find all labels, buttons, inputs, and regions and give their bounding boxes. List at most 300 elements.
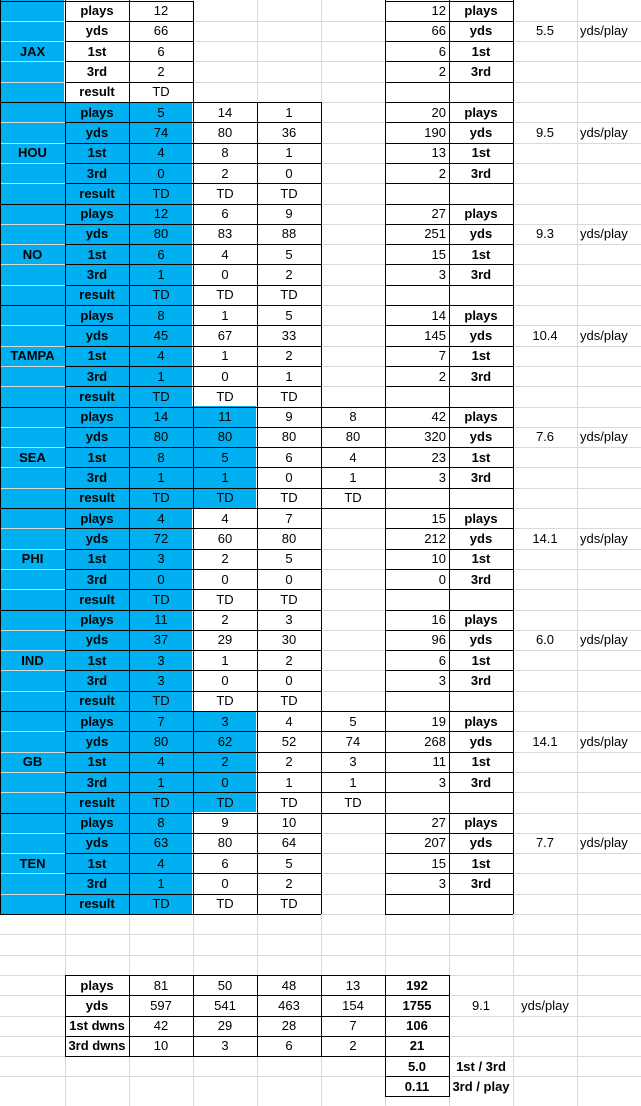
drive-value[interactable]: 4 [285, 713, 293, 729]
summary-total[interactable]: 192 [406, 977, 428, 993]
drive-value[interactable]: 3 [157, 673, 165, 689]
total-value[interactable]: 268 [424, 733, 446, 749]
stat-label[interactable]: 3rd [86, 470, 108, 486]
drive-value[interactable]: TD [216, 388, 234, 404]
total-label[interactable]: plays [464, 815, 498, 831]
drive-value[interactable]: 80 [345, 429, 361, 445]
stat-label[interactable]: 1st [87, 348, 107, 364]
drive-value[interactable]: 64 [281, 835, 297, 851]
stat-label[interactable]: 1st [87, 652, 107, 668]
drive-value[interactable]: 2 [157, 64, 165, 80]
drive-value[interactable]: TD [152, 896, 170, 912]
drive-value[interactable]: 6 [221, 206, 229, 222]
drive-value[interactable]: 1 [221, 307, 229, 323]
total-value[interactable]: 212 [424, 530, 446, 546]
drive-value[interactable]: 3 [157, 652, 165, 668]
total-label[interactable]: 1st [471, 652, 491, 668]
summary-value[interactable]: 13 [345, 977, 361, 993]
total-value[interactable]: 42 [431, 409, 446, 425]
summary-value[interactable]: 7 [349, 1018, 357, 1034]
stat-label[interactable]: 3rd [86, 64, 108, 80]
total-label[interactable]: 1st [471, 449, 491, 465]
drive-value[interactable]: 5 [349, 713, 357, 729]
drive-value[interactable]: 2 [285, 876, 293, 892]
stat-label[interactable]: result [79, 591, 115, 607]
total-value[interactable]: 3 [438, 470, 446, 486]
summary-ypp-unit[interactable]: yds/play [521, 997, 569, 1013]
drive-value[interactable]: 63 [153, 835, 169, 851]
summary-total[interactable]: 106 [406, 1018, 428, 1034]
drive-value[interactable]: 4 [157, 348, 165, 364]
stat-label[interactable]: yds [85, 124, 109, 140]
total-value[interactable]: 10 [431, 551, 446, 567]
drive-value[interactable]: TD [280, 896, 298, 912]
drive-value[interactable]: 0 [285, 165, 293, 181]
ratio-label[interactable]: 1st / 3rd [456, 1058, 506, 1074]
drive-value[interactable]: 2 [221, 612, 229, 628]
drive-value[interactable]: TD [152, 490, 170, 506]
drive-value[interactable]: TD [216, 591, 234, 607]
summary-value[interactable]: 48 [281, 977, 297, 993]
drive-value[interactable]: 0 [221, 774, 229, 790]
drive-value[interactable]: 8 [157, 449, 165, 465]
stat-label[interactable]: result [79, 896, 115, 912]
summary-label[interactable]: plays [80, 977, 114, 993]
drive-value[interactable]: 3 [285, 612, 293, 628]
total-label[interactable]: 1st [471, 145, 491, 161]
stat-label[interactable]: yds [85, 530, 109, 546]
drive-value[interactable]: TD [216, 693, 234, 709]
drive-value[interactable]: TD [280, 185, 298, 201]
drive-value[interactable]: 1 [285, 774, 293, 790]
drive-value[interactable]: 7 [285, 510, 293, 526]
total-label[interactable]: 1st [471, 348, 491, 364]
drive-value[interactable]: TD [344, 794, 362, 810]
stat-label[interactable]: yds [85, 327, 109, 343]
stat-label[interactable]: result [79, 490, 115, 506]
stat-label[interactable]: plays [80, 815, 114, 831]
drive-value[interactable]: TD [280, 490, 298, 506]
total-value[interactable]: 96 [431, 632, 446, 648]
drive-value[interactable]: TD [344, 490, 362, 506]
drive-value[interactable]: 2 [285, 652, 293, 668]
drive-value[interactable]: 60 [217, 530, 233, 546]
stat-label[interactable]: plays [80, 510, 114, 526]
team-name[interactable]: HOU [18, 145, 47, 161]
ypp-value[interactable]: 9.3 [535, 226, 555, 242]
total-value[interactable]: 23 [431, 449, 446, 465]
drive-value[interactable]: 1 [285, 104, 293, 120]
drive-value[interactable]: 7 [157, 713, 165, 729]
stat-label[interactable]: 3rd [86, 774, 108, 790]
drive-value[interactable]: 4 [349, 449, 357, 465]
drive-value[interactable]: 4 [221, 510, 229, 526]
ypp-value[interactable]: 9.5 [535, 124, 555, 140]
drive-value[interactable]: TD [152, 185, 170, 201]
total-label[interactable]: plays [464, 3, 498, 19]
total-label[interactable]: 1st [471, 43, 491, 59]
summary-total[interactable]: 1755 [402, 997, 432, 1013]
drive-value[interactable]: 9 [285, 206, 293, 222]
drive-value[interactable]: 1 [221, 348, 229, 364]
drive-value[interactable]: 72 [153, 530, 169, 546]
drive-value[interactable]: 4 [221, 246, 229, 262]
total-label[interactable]: yds [469, 23, 493, 39]
total-label[interactable]: yds [469, 226, 493, 242]
team-name[interactable]: NO [22, 246, 43, 262]
drive-value[interactable]: 3 [221, 713, 229, 729]
drive-value[interactable]: 80 [217, 124, 233, 140]
drive-value[interactable]: TD [152, 794, 170, 810]
total-label[interactable]: 1st [471, 754, 491, 770]
drive-value[interactable]: TD [280, 591, 298, 607]
stat-label[interactable]: 1st [87, 246, 107, 262]
drive-value[interactable]: 74 [153, 124, 169, 140]
drive-value[interactable]: 1 [285, 145, 293, 161]
drive-value[interactable]: 83 [217, 226, 233, 242]
summary-ypp-value[interactable]: 9.1 [471, 997, 491, 1013]
total-value[interactable]: 11 [432, 754, 446, 770]
summary-value[interactable]: 81 [153, 977, 169, 993]
summary-value[interactable]: 463 [278, 997, 300, 1013]
drive-value[interactable]: 1 [157, 876, 165, 892]
drive-value[interactable]: 14 [217, 104, 233, 120]
drive-value[interactable]: 80 [281, 429, 297, 445]
drive-value[interactable]: 30 [281, 632, 297, 648]
total-value[interactable]: 27 [431, 206, 446, 222]
ypp-value[interactable]: 5.5 [535, 23, 555, 39]
stat-label[interactable]: yds [85, 226, 109, 242]
summary-value[interactable]: 6 [285, 1038, 293, 1054]
team-name[interactable]: TAMPA [10, 348, 55, 364]
ypp-unit[interactable]: yds/play [580, 835, 628, 851]
total-label[interactable]: yds [469, 835, 493, 851]
drive-value[interactable]: 2 [285, 754, 293, 770]
total-value[interactable]: 207 [424, 835, 446, 851]
summary-value[interactable]: 50 [217, 977, 233, 993]
drive-value[interactable]: 62 [217, 733, 233, 749]
total-value[interactable]: 13 [431, 145, 446, 161]
total-value[interactable]: 190 [424, 124, 446, 140]
drive-value[interactable]: 1 [349, 470, 357, 486]
stat-label[interactable]: 3rd [86, 368, 108, 384]
ypp-unit[interactable]: yds/play [580, 23, 628, 39]
drive-value[interactable]: TD [216, 794, 234, 810]
drive-value[interactable]: 0 [157, 571, 165, 587]
drive-value[interactable]: 4 [157, 510, 165, 526]
total-value[interactable]: 16 [431, 612, 446, 628]
drive-value[interactable]: 0 [285, 571, 293, 587]
stat-label[interactable]: yds [85, 23, 109, 39]
drive-value[interactable]: 52 [281, 733, 297, 749]
stat-label[interactable]: yds [85, 632, 109, 648]
stat-label[interactable]: yds [85, 733, 109, 749]
stat-label[interactable]: 1st [87, 43, 107, 59]
total-label[interactable]: plays [464, 206, 498, 222]
total-value[interactable]: 0 [438, 571, 446, 587]
team-name[interactable]: SEA [19, 449, 46, 465]
drive-value[interactable]: 2 [285, 267, 293, 283]
stat-label[interactable]: result [79, 693, 115, 709]
drive-value[interactable]: 45 [153, 327, 169, 343]
drive-value[interactable]: 37 [153, 632, 169, 648]
total-label[interactable]: yds [469, 429, 493, 445]
drive-value[interactable]: 3 [157, 551, 165, 567]
team-name[interactable]: JAX [19, 43, 46, 59]
drive-value[interactable]: 80 [217, 835, 233, 851]
stat-label[interactable]: plays [80, 206, 114, 222]
stat-label[interactable]: 3rd [86, 571, 108, 587]
drive-value[interactable]: 67 [217, 327, 233, 343]
drive-value[interactable]: 80 [217, 429, 233, 445]
total-label[interactable]: 3rd [470, 165, 492, 181]
drive-value[interactable]: 11 [154, 612, 168, 628]
total-value[interactable]: 3 [438, 876, 446, 892]
total-label[interactable]: 3rd [470, 368, 492, 384]
stat-label[interactable]: 1st [87, 855, 107, 871]
drive-value[interactable]: 6 [157, 246, 165, 262]
drive-value[interactable]: 1 [221, 470, 229, 486]
total-label[interactable]: 3rd [470, 876, 492, 892]
drive-value[interactable]: 36 [281, 124, 297, 140]
drive-value[interactable]: 9 [285, 409, 293, 425]
total-value[interactable]: 20 [431, 104, 446, 120]
stat-label[interactable]: 3rd [86, 267, 108, 283]
drive-value[interactable]: TD [152, 693, 170, 709]
total-label[interactable]: plays [464, 307, 498, 323]
ypp-value[interactable]: 14.1 [532, 733, 558, 749]
summary-value[interactable]: 597 [150, 997, 172, 1013]
ratio-value[interactable]: 5.0 [407, 1058, 427, 1074]
total-value[interactable]: 14 [431, 307, 446, 323]
stat-label[interactable]: result [79, 185, 115, 201]
drive-value[interactable]: 5 [285, 855, 293, 871]
summary-value[interactable]: 29 [217, 1018, 233, 1034]
total-value[interactable]: 27 [431, 815, 446, 831]
ratio-value[interactable]: 0.11 [404, 1079, 430, 1095]
drive-value[interactable]: 4 [157, 754, 165, 770]
ratio-label[interactable]: 3rd / play [452, 1079, 510, 1095]
total-value[interactable]: 66 [431, 23, 446, 39]
drive-value[interactable]: 3 [349, 754, 357, 770]
total-value[interactable]: 15 [431, 246, 446, 262]
drive-value[interactable]: TD [280, 388, 298, 404]
team-name[interactable]: PHI [21, 551, 44, 567]
drive-value[interactable]: TD [280, 794, 298, 810]
total-label[interactable]: plays [464, 612, 498, 628]
total-label[interactable]: 1st [471, 246, 491, 262]
drive-value[interactable]: 0 [285, 470, 293, 486]
drive-value[interactable]: 5 [157, 104, 165, 120]
drive-value[interactable]: 0 [221, 876, 229, 892]
ypp-value[interactable]: 7.6 [535, 429, 555, 445]
ypp-value[interactable]: 7.7 [535, 835, 555, 851]
summary-total[interactable]: 21 [409, 1038, 425, 1054]
drive-value[interactable]: TD [216, 185, 234, 201]
drive-value[interactable]: 1 [157, 267, 165, 283]
total-value[interactable]: 15 [431, 855, 446, 871]
stat-label[interactable]: yds [85, 835, 109, 851]
drive-value[interactable]: 80 [281, 530, 297, 546]
summary-value[interactable]: 2 [349, 1038, 357, 1054]
drive-value[interactable]: 6 [285, 449, 293, 465]
summary-value[interactable]: 28 [281, 1018, 297, 1034]
drive-value[interactable]: 1 [157, 774, 165, 790]
stat-label[interactable]: 3rd [86, 165, 108, 181]
total-value[interactable]: 2 [438, 165, 446, 181]
summary-value[interactable]: 541 [214, 997, 236, 1013]
stat-label[interactable]: 3rd [86, 876, 108, 892]
stat-label[interactable]: 3rd [86, 673, 108, 689]
team-name[interactable]: TEN [19, 855, 46, 871]
total-label[interactable]: plays [464, 104, 498, 120]
total-value[interactable]: 145 [424, 327, 446, 343]
stat-label[interactable]: 1st [87, 449, 107, 465]
drive-value[interactable]: 5 [221, 449, 229, 465]
drive-value[interactable]: 80 [153, 226, 169, 242]
drive-value[interactable]: 2 [221, 551, 229, 567]
total-value[interactable]: 3 [438, 673, 446, 689]
total-label[interactable]: plays [464, 409, 498, 425]
drive-value[interactable]: 1 [285, 368, 293, 384]
drive-value[interactable]: TD [152, 84, 170, 100]
drive-value[interactable]: 5 [285, 246, 293, 262]
drive-value[interactable]: 8 [221, 145, 229, 161]
total-label[interactable]: yds [469, 632, 493, 648]
drive-value[interactable]: TD [216, 490, 234, 506]
summary-value[interactable]: 10 [153, 1038, 169, 1054]
total-label[interactable]: 1st [471, 855, 491, 871]
team-name[interactable]: IND [21, 652, 44, 668]
drive-value[interactable]: 4 [157, 855, 165, 871]
stat-label[interactable]: result [79, 388, 115, 404]
total-value[interactable]: 251 [424, 226, 446, 242]
drive-value[interactable]: 9 [221, 815, 229, 831]
stat-label[interactable]: plays [80, 307, 114, 323]
total-value[interactable]: 6 [438, 43, 446, 59]
ypp-unit[interactable]: yds/play [580, 327, 628, 343]
total-label[interactable]: plays [464, 713, 498, 729]
total-value[interactable]: 2 [438, 64, 446, 80]
drive-value[interactable]: 2 [221, 754, 229, 770]
total-label[interactable]: 3rd [470, 267, 492, 283]
drive-value[interactable]: 80 [153, 733, 169, 749]
summary-value[interactable]: 42 [153, 1018, 169, 1034]
total-label[interactable]: yds [469, 733, 493, 749]
stat-label[interactable]: 1st [87, 145, 107, 161]
drive-value[interactable]: 1 [221, 652, 229, 668]
drive-value[interactable]: 14 [153, 409, 169, 425]
stat-label[interactable]: 1st [87, 551, 107, 567]
total-value[interactable]: 7 [438, 348, 446, 364]
total-value[interactable]: 3 [438, 267, 446, 283]
total-label[interactable]: plays [464, 510, 498, 526]
total-label[interactable]: 1st [471, 551, 491, 567]
drive-value[interactable]: 1 [157, 368, 165, 384]
total-label[interactable]: 3rd [470, 64, 492, 80]
ypp-value[interactable]: 14.1 [532, 530, 558, 546]
drive-value[interactable]: 0 [221, 368, 229, 384]
team-name[interactable]: GB [22, 754, 43, 770]
drive-value[interactable]: 1 [157, 470, 165, 486]
drive-value[interactable]: TD [216, 287, 234, 303]
summary-label[interactable]: yds [85, 997, 109, 1013]
drive-value[interactable]: TD [280, 693, 298, 709]
drive-value[interactable]: 1 [349, 774, 357, 790]
drive-value[interactable]: 66 [153, 23, 169, 39]
drive-value[interactable]: 12 [153, 3, 169, 19]
total-value[interactable]: 19 [431, 713, 446, 729]
ypp-value[interactable]: 6.0 [535, 632, 555, 648]
drive-value[interactable]: 29 [217, 632, 233, 648]
drive-value[interactable]: 0 [221, 267, 229, 283]
drive-value[interactable]: 33 [281, 327, 297, 343]
drive-value[interactable]: TD [152, 287, 170, 303]
ypp-unit[interactable]: yds/play [580, 530, 628, 546]
total-value[interactable]: 12 [431, 3, 446, 19]
drive-value[interactable]: TD [152, 388, 170, 404]
drive-value[interactable]: 5 [285, 551, 293, 567]
total-label[interactable]: 3rd [470, 470, 492, 486]
summary-label[interactable]: 3rd dwns [68, 1038, 126, 1054]
drive-value[interactable]: 4 [157, 145, 165, 161]
total-value[interactable]: 2 [438, 368, 446, 384]
stat-label[interactable]: plays [80, 3, 114, 19]
total-label[interactable]: 3rd [470, 571, 492, 587]
stat-label[interactable]: result [79, 794, 115, 810]
total-value[interactable]: 320 [424, 429, 446, 445]
drive-value[interactable]: 2 [285, 348, 293, 364]
stat-label[interactable]: plays [80, 612, 114, 628]
stat-label[interactable]: plays [80, 104, 114, 120]
drive-value[interactable]: 8 [349, 409, 357, 425]
ypp-unit[interactable]: yds/play [580, 226, 628, 242]
drive-value[interactable]: 11 [218, 409, 232, 425]
drive-value[interactable]: 8 [157, 815, 165, 831]
stat-label[interactable]: yds [85, 429, 109, 445]
drive-value[interactable]: TD [216, 896, 234, 912]
total-label[interactable]: 3rd [470, 774, 492, 790]
drive-value[interactable]: 74 [345, 733, 361, 749]
drive-value[interactable]: 0 [221, 673, 229, 689]
summary-label[interactable]: 1st dwns [69, 1018, 125, 1034]
ypp-value[interactable]: 10.4 [532, 327, 558, 343]
drive-value[interactable]: 8 [157, 307, 165, 323]
drive-value[interactable]: 2 [221, 165, 229, 181]
total-value[interactable]: 15 [431, 510, 446, 526]
stat-label[interactable]: 1st [87, 754, 107, 770]
drive-value[interactable]: 0 [157, 165, 165, 181]
drive-value[interactable]: 88 [281, 226, 297, 242]
summary-value[interactable]: 3 [221, 1038, 229, 1054]
total-value[interactable]: 3 [438, 774, 446, 790]
drive-value[interactable]: TD [152, 591, 170, 607]
drive-value[interactable]: 10 [281, 815, 297, 831]
total-label[interactable]: yds [469, 327, 493, 343]
total-label[interactable]: 3rd [470, 673, 492, 689]
stat-label[interactable]: result [79, 287, 115, 303]
total-value[interactable]: 6 [438, 652, 446, 668]
summary-value[interactable]: 154 [342, 997, 364, 1013]
drive-value[interactable]: 0 [285, 673, 293, 689]
stat-label[interactable]: result [79, 84, 115, 100]
drive-value[interactable]: 0 [221, 571, 229, 587]
total-label[interactable]: yds [469, 124, 493, 140]
ypp-unit[interactable]: yds/play [580, 632, 628, 648]
drive-value[interactable]: 6 [157, 43, 165, 59]
ypp-unit[interactable]: yds/play [580, 124, 628, 140]
drive-value[interactable]: TD [280, 287, 298, 303]
